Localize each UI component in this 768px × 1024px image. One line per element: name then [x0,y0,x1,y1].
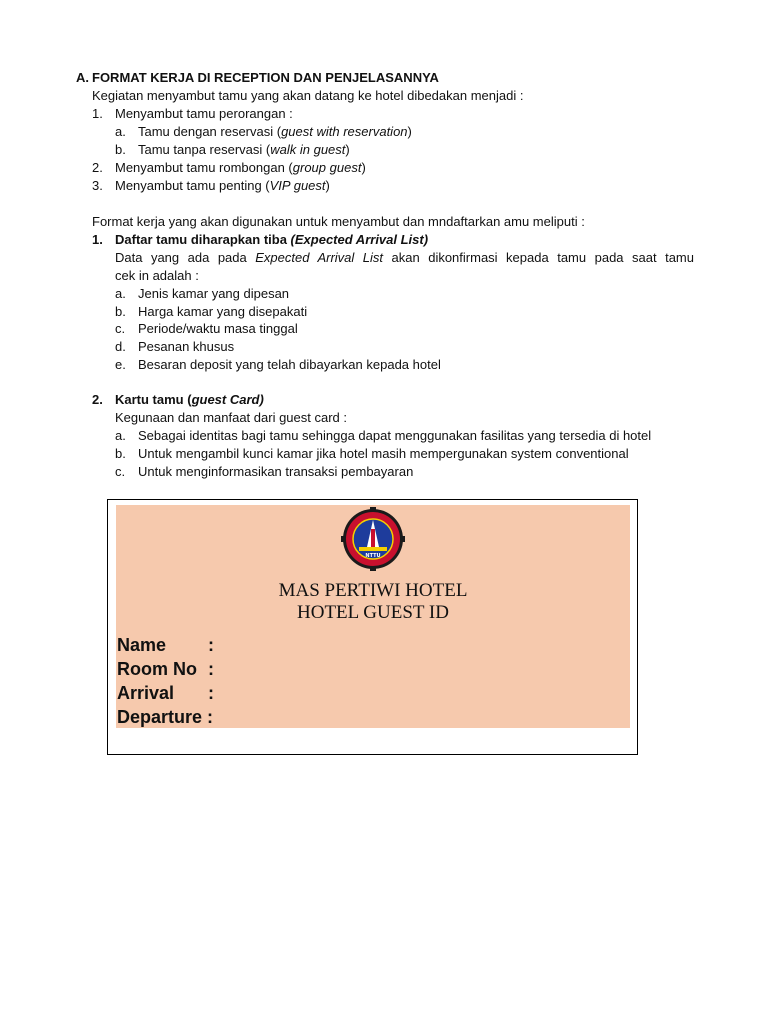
list-item: Pesanan khusus [138,339,235,354]
item-marker: a. [115,428,126,443]
item-marker: c. [115,321,126,336]
logo-text: NTTU [365,553,381,559]
list-item: Harga kamar yang disepakati [138,304,308,319]
field-label-departure: Departure : [117,707,214,727]
list-item: Tamu dengan reservasi (guest with reservation) [138,124,412,139]
item-number: 2. [92,160,103,175]
list-item: Menyambut tamu penting (VIP guest) [115,178,330,193]
list-item: Menyambut tamu perorangan : [115,106,293,121]
guest-card [116,505,630,728]
section-intro: Kegiatan menyambut tamu yang akan datang ke hotel dibedakan menjadi : [92,88,524,103]
field-colon: : [208,683,214,703]
field-colon: : [208,635,214,655]
field-label-arrival: Arrival [117,683,175,703]
part-number: 2. [92,392,103,407]
list-item: Untuk mengambil kunci kamar jika hotel masih mempergunakan system conventional [138,446,629,461]
section-title: FORMAT KERJA DI RECEPTION DAN PENJELASANNYA [92,70,439,85]
item-number: 1. [92,106,103,121]
list-item: Untuk menginformasikan transaksi pembayaran [138,464,414,479]
section-marker: A. [76,70,89,85]
part-description-cont: cek in adalah : [115,268,199,283]
hotel-name: MAS PERTIWI HOTEL [278,580,468,601]
list-item: Sebagai identitas bagi tamu sehingga dapat menggunakan fasilitas yang tersedia di hotel [138,428,652,443]
item-marker: e. [115,357,126,372]
list-item: Tamu tanpa reservasi (walk in guest) [138,142,350,157]
list-item: Jenis kamar yang dipesan [138,286,290,301]
item-marker: b. [115,446,126,461]
item-number: 3. [92,178,103,193]
part-description: Data yang ada pada Expected Arrival List akan dikonfirmasi kepada tamu pada saat tamu [115,250,694,265]
card-title: HOTEL GUEST ID [297,602,449,623]
format-intro: Format kerja yang akan digunakan untuk menyambut dan mndaftarkan amu meliputi : [92,214,585,229]
list-item: Menyambut tamu rombongan (group guest) [115,160,366,175]
item-marker: a. [115,286,126,301]
list-item: Periode/waktu masa tinggal [138,321,298,336]
item-marker: c. [115,464,126,479]
hotel-logo-icon [341,507,405,571]
item-marker: d. [115,339,126,354]
part-title: Daftar tamu diharapkan tiba (Expected Arrival List) [115,232,429,247]
item-marker: a. [115,124,126,139]
part-description: Kegunaan dan manfaat dari guest card : [115,410,347,425]
list-item: Besaran deposit yang telah dibayarkan kepada hotel [138,357,441,372]
item-marker: b. [115,142,126,157]
field-label-room: Room No [117,659,197,679]
item-marker: b. [115,304,126,319]
part-number: 1. [92,232,103,247]
part-title: Kartu tamu (guest Card) [115,392,264,407]
field-colon: : [208,659,214,679]
field-label-name: Name [117,635,167,655]
